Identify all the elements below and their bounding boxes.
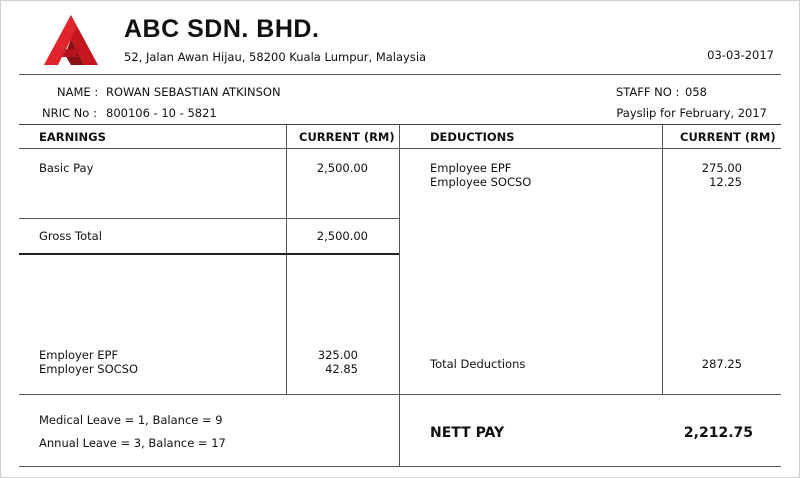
gross-bottom-border xyxy=(19,253,399,255)
name-label: NAME : xyxy=(57,85,99,99)
nett-pay-amount: 2,212.75 xyxy=(683,425,753,441)
gross-total-amount: 2,500.00 xyxy=(316,229,368,243)
earnings-amount-divider xyxy=(286,124,287,394)
deduction-socso-amount: 12.25 xyxy=(709,175,742,189)
company-address: 52, Jalan Awan Hijau, 58200 Kuala Lumpur, Malaysia xyxy=(124,50,427,64)
payslip-period: Payslip for February, 2017 xyxy=(616,106,767,120)
company-name: ABC SDN. BHD. xyxy=(124,15,320,43)
staff-no-label: STAFF NO : xyxy=(616,85,680,99)
earning-item-amount: 2,500.00 xyxy=(316,161,368,175)
deduction-epf-amount: 275.00 xyxy=(701,161,742,175)
table-bottom-border xyxy=(19,466,781,467)
nett-pay-label: NETT PAY xyxy=(430,425,505,441)
medical-leave: Medical Leave = 1, Balance = 9 xyxy=(39,413,223,427)
gross-top-border xyxy=(19,218,399,219)
nric-label: NRIC No : xyxy=(42,106,97,120)
employer-socso-label: Employer SOCSO xyxy=(39,362,138,376)
annual-leave: Annual Leave = 3, Balance = 17 xyxy=(39,436,226,450)
table-top-border xyxy=(19,124,781,125)
employer-socso-amount: 42.85 xyxy=(325,362,358,376)
deduction-socso-label: Employee SOCSO xyxy=(430,175,532,189)
earnings-current-header: CURRENT (RM) xyxy=(299,130,395,144)
table-header-border xyxy=(19,148,781,149)
earnings-header: EARNINGS xyxy=(39,130,106,144)
employee-name: ROWAN SEBASTIAN ATKINSON xyxy=(106,85,281,99)
earning-item-label: Basic Pay xyxy=(39,161,94,175)
total-deductions-amount: 287.25 xyxy=(701,357,742,371)
deductions-amount-divider xyxy=(662,124,663,394)
gross-total-label: Gross Total xyxy=(39,229,102,243)
total-deductions-label: Total Deductions xyxy=(430,357,526,371)
deductions-current-header: CURRENT (RM) xyxy=(680,130,776,144)
header-divider xyxy=(19,74,781,75)
deductions-header: DEDUCTIONS xyxy=(430,130,515,144)
company-logo-icon xyxy=(44,15,98,65)
payslip-date: 03-03-2017 xyxy=(707,48,774,62)
earnings-deductions-divider xyxy=(399,124,400,467)
summary-top-border xyxy=(19,394,781,395)
nric-value: 800106 - 10 - 5821 xyxy=(106,106,217,120)
staff-no: 058 xyxy=(685,85,707,99)
employer-epf-label: Employer EPF xyxy=(39,348,119,362)
deduction-epf-label: Employee EPF xyxy=(430,161,512,175)
employer-epf-amount: 325.00 xyxy=(317,348,358,362)
